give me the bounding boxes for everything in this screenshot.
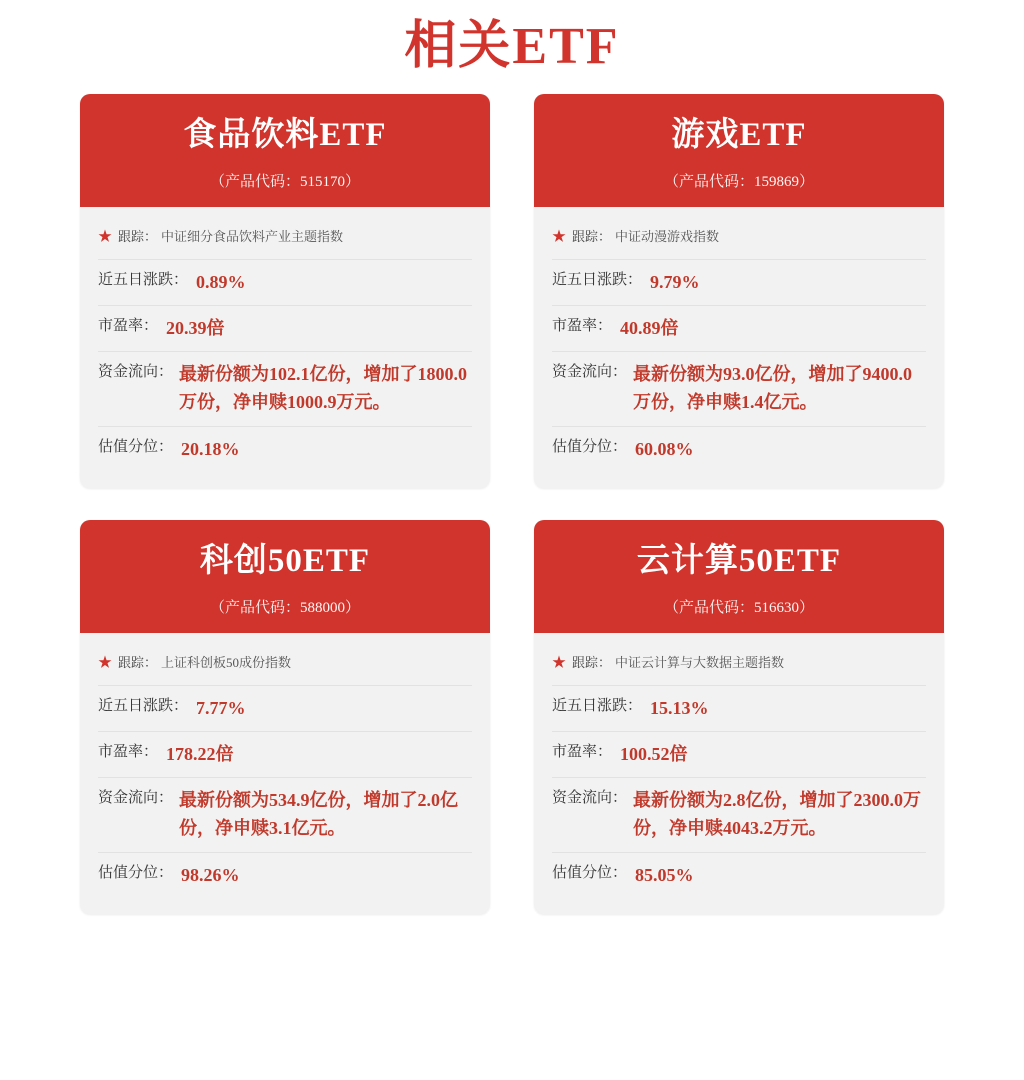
five-day-value: 15.13% <box>650 698 709 719</box>
etf-code: （产品代码：516630） <box>663 599 814 616</box>
five-day-value: 7.77% <box>196 698 246 719</box>
flow-value: 最新份额为93.0亿份，增加了9400.0万份，净申赎1.4亿元。 <box>633 364 913 413</box>
track-index-name: 中证动漫游戏指数 <box>615 228 720 244</box>
valuation-value: 20.18% <box>181 439 240 460</box>
valuation-label: 估值分位： <box>98 864 174 881</box>
etf-pe-row <box>552 732 926 778</box>
etf-valuation-row <box>552 427 926 472</box>
flow-label: 资金流向： <box>552 364 628 381</box>
etf-pe-row <box>98 732 472 778</box>
pe-label: 市盈率： <box>98 744 159 761</box>
etf-card-header <box>80 520 490 633</box>
etf-valuation-row <box>98 853 472 898</box>
etf-card[interactable] <box>534 520 944 914</box>
etf-pe-row <box>98 306 472 352</box>
etf-name: 游戏ETF <box>671 117 807 154</box>
etf-flow-row <box>98 352 472 427</box>
page-title: 相关ETF <box>404 18 620 75</box>
track-label: 跟踪： <box>572 654 612 670</box>
etf-five-day-row <box>98 686 472 732</box>
track-label: 跟踪： <box>118 654 158 670</box>
pe-label: 市盈率： <box>552 318 613 335</box>
flow-label: 资金流向： <box>98 364 174 381</box>
etf-card-body <box>534 633 944 914</box>
valuation-value: 85.05% <box>635 864 694 885</box>
valuation-value: 60.08% <box>635 439 694 460</box>
five-day-label: 近五日涨跌： <box>98 272 189 289</box>
etf-five-day-row <box>552 260 926 306</box>
etf-track-row <box>98 647 472 686</box>
etf-pe-row <box>552 306 926 352</box>
etf-flow-row <box>552 778 926 853</box>
pe-label: 市盈率： <box>552 744 613 761</box>
etf-card-body <box>80 633 490 914</box>
star-icon: ★ <box>552 655 566 671</box>
track-label: 跟踪： <box>118 228 158 244</box>
track-index-name: 中证细分食品饮料产业主题指数 <box>161 228 344 244</box>
flow-label: 资金流向： <box>552 790 628 807</box>
flow-value: 最新份额为102.1亿份，增加了1800.0万份，净申赎1000.9万元。 <box>179 364 468 413</box>
pe-value: 100.52倍 <box>620 744 688 765</box>
star-icon: ★ <box>98 655 112 671</box>
etf-card-header <box>534 520 944 633</box>
etf-code: （产品代码：515170） <box>209 173 360 190</box>
five-day-label: 近五日涨跌： <box>552 272 643 289</box>
five-day-value: 0.89% <box>196 272 246 293</box>
pe-label: 市盈率： <box>98 318 159 335</box>
five-day-label: 近五日涨跌： <box>552 698 643 715</box>
etf-card-header <box>80 94 490 207</box>
etf-name: 食品饮料ETF <box>183 117 387 154</box>
etf-flow-row <box>98 778 472 853</box>
pe-value: 20.39倍 <box>166 318 225 339</box>
valuation-label: 估值分位： <box>552 864 628 881</box>
etf-card-body <box>80 207 490 488</box>
flow-label: 资金流向： <box>98 790 174 807</box>
etf-track-row <box>552 221 926 260</box>
etf-card[interactable] <box>80 520 490 914</box>
etf-name: 科创50ETF <box>199 543 371 580</box>
pe-value: 40.89倍 <box>620 318 679 339</box>
etf-name: 云计算50ETF <box>636 543 842 580</box>
star-icon: ★ <box>552 229 566 245</box>
etf-valuation-row <box>552 853 926 898</box>
etf-five-day-row <box>98 260 472 306</box>
valuation-label: 估值分位： <box>98 439 174 456</box>
etf-code: （产品代码：588000） <box>209 599 360 616</box>
etf-valuation-row <box>98 427 472 472</box>
pe-value: 178.22倍 <box>166 744 234 765</box>
etf-card[interactable] <box>534 94 944 488</box>
flow-value: 最新份额为534.9亿份，增加了2.0亿份，净申赎3.1亿元。 <box>179 790 459 839</box>
etf-card-header <box>534 94 944 207</box>
valuation-label: 估值分位： <box>552 439 628 456</box>
track-index-name: 中证云计算与大数据主题指数 <box>615 654 785 670</box>
etf-flow-row <box>552 352 926 427</box>
star-icon: ★ <box>98 229 112 245</box>
etf-five-day-row <box>552 686 926 732</box>
track-label: 跟踪： <box>572 228 612 244</box>
etf-card[interactable] <box>80 94 490 488</box>
etf-code: （产品代码：159869） <box>663 173 814 190</box>
five-day-value: 9.79% <box>650 272 700 293</box>
etf-track-row <box>552 647 926 686</box>
etf-track-row <box>98 221 472 260</box>
flow-value: 最新份额为2.8亿份，增加了2300.0万份，净申赎4043.2万元。 <box>633 790 922 839</box>
etf-card-body <box>534 207 944 488</box>
five-day-label: 近五日涨跌： <box>98 698 189 715</box>
etf-card-grid <box>0 88 1024 914</box>
valuation-value: 98.26% <box>181 864 240 885</box>
track-index-name: 上证科创板50成份指数 <box>161 654 292 670</box>
